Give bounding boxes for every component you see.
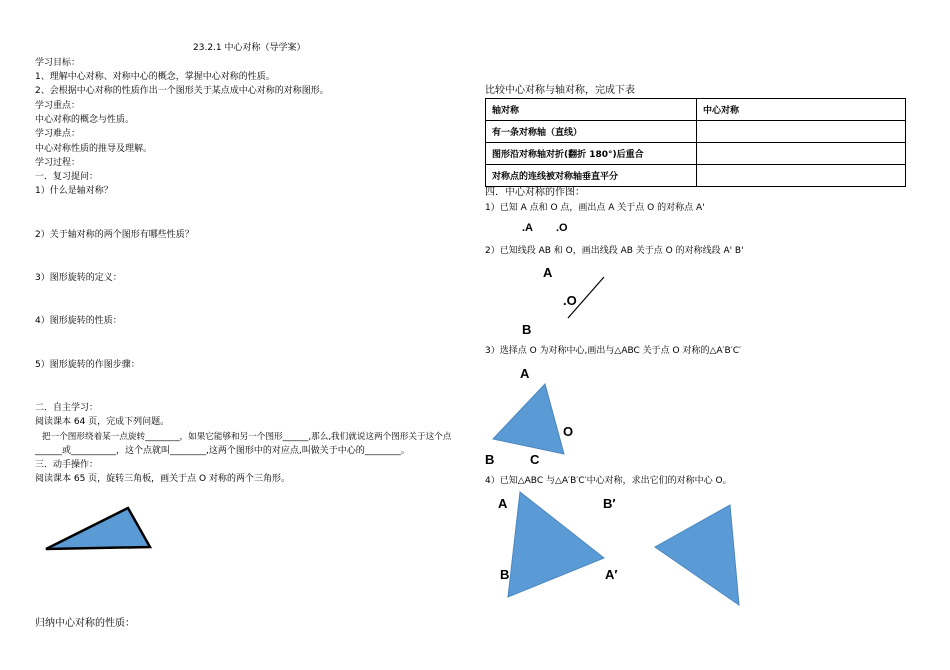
row-1-axial: 有一条对称轴（直线）: [486, 121, 697, 143]
task-4-label-a-prime: A′: [605, 567, 618, 582]
review-heading: 一．复习提问：: [35, 172, 99, 182]
task-3-label-b: B: [485, 452, 495, 467]
task-4: 4）已知△ABC 与△A′B′C′中心对称，求出它们的对称中心 O。: [485, 476, 732, 486]
header-axial: 轴对称: [486, 99, 697, 121]
drawing-heading: 四．中心对称的作图：: [485, 187, 585, 198]
task-1-point-a: .A: [522, 222, 533, 234]
goals-heading: 学习目标：: [35, 58, 81, 68]
task-4-label-b-prime: B′: [603, 496, 616, 511]
task-4-triangle-a-prime-b-prime-c-prime: [655, 505, 739, 605]
task-3: 3）选择点 O 为对称中心,画出与△ABC 关于点 O 对称的△A′B′C′: [485, 346, 742, 356]
question-3: 3）图形旋转的定义：: [35, 273, 122, 283]
task-1: 1）已知 A 点和 O 点，画出点 A 关于点 O 的对称点 A': [485, 203, 705, 213]
task-1-point-o: .O: [556, 222, 568, 234]
task-4-label-a: A: [498, 496, 508, 511]
task-3-label-a: A: [520, 366, 530, 381]
question-4: 4）图形旋转的性质：: [35, 316, 122, 326]
task-2-label-b: B: [522, 322, 532, 337]
hands-on-heading: 三．动手操作：: [35, 460, 99, 470]
task-4-label-b: B: [500, 567, 510, 582]
question-1: 1）什么是轴对称？: [35, 186, 113, 196]
goal-1: 1、理解中心对称、对称中心的概念，掌握中心对称的性质。: [35, 72, 275, 82]
task-4-triangle-abc: [508, 492, 604, 597]
task-3-label-c: C: [530, 452, 540, 467]
key-heading: 学习重点：: [35, 101, 81, 111]
row-2-axial: 图形沿对称轴对折(翻折 180°)后重合: [486, 143, 697, 165]
hands-on-triangle: [46, 508, 150, 549]
row-3-axial: 对称点的连线被对称轴垂直平分: [486, 165, 697, 187]
self-study-read: 阅读课本 64 页，完成下列问题。: [35, 417, 170, 427]
process-heading: 学习过程：: [35, 158, 81, 168]
difficulty-text: 中心对称性质的推导及理解。: [35, 144, 153, 154]
task-2-label-a: A: [543, 265, 553, 280]
key-text: 中心对称的概念与性质。: [35, 115, 135, 125]
task-3-triangle: [493, 384, 564, 454]
question-5: 5）图形旋转的作图步骤：: [35, 360, 140, 370]
task-2-label-o: .O: [563, 293, 577, 308]
header-central: 中心对称: [697, 99, 906, 121]
table-caption: 比较中心对称与轴对称，完成下表: [485, 85, 635, 96]
goal-2: 2、会根据中心对称的性质作出一个图形关于某点成中心对称的对称图形。: [35, 86, 329, 96]
difficulty-heading: 学习难点：: [35, 129, 81, 139]
task-3-label-o: O: [563, 424, 574, 439]
hands-on-text: 阅读课本 65 页，旋转三角板，画关于点 O 对称的两个三角形。: [35, 474, 290, 484]
summary-heading: 归纳中心对称的性质：: [35, 618, 135, 629]
task-2: 2）已知线段 AB 和 O，画出线段 AB 关于点 O 的对称线段 A' B': [485, 246, 744, 256]
doc-title: 23.2.1 中心对称（导学案）: [193, 43, 306, 53]
fill-blank-line-1: 把一个图形绕着某一点旋转________，如果它能够和另一个图形______,那么,我们就说这两个图形关于这个点: [42, 432, 452, 442]
question-2: 2）关于轴对称的两个图形有哪些性质？: [35, 230, 194, 240]
segment-ab: [568, 277, 604, 318]
fill-blank-line-2: ______或__________，这个点就叫________,这两个图形中的对应点,叫做关于中心的________。: [35, 446, 410, 456]
self-study-heading: 二．自主学习：: [35, 403, 99, 413]
